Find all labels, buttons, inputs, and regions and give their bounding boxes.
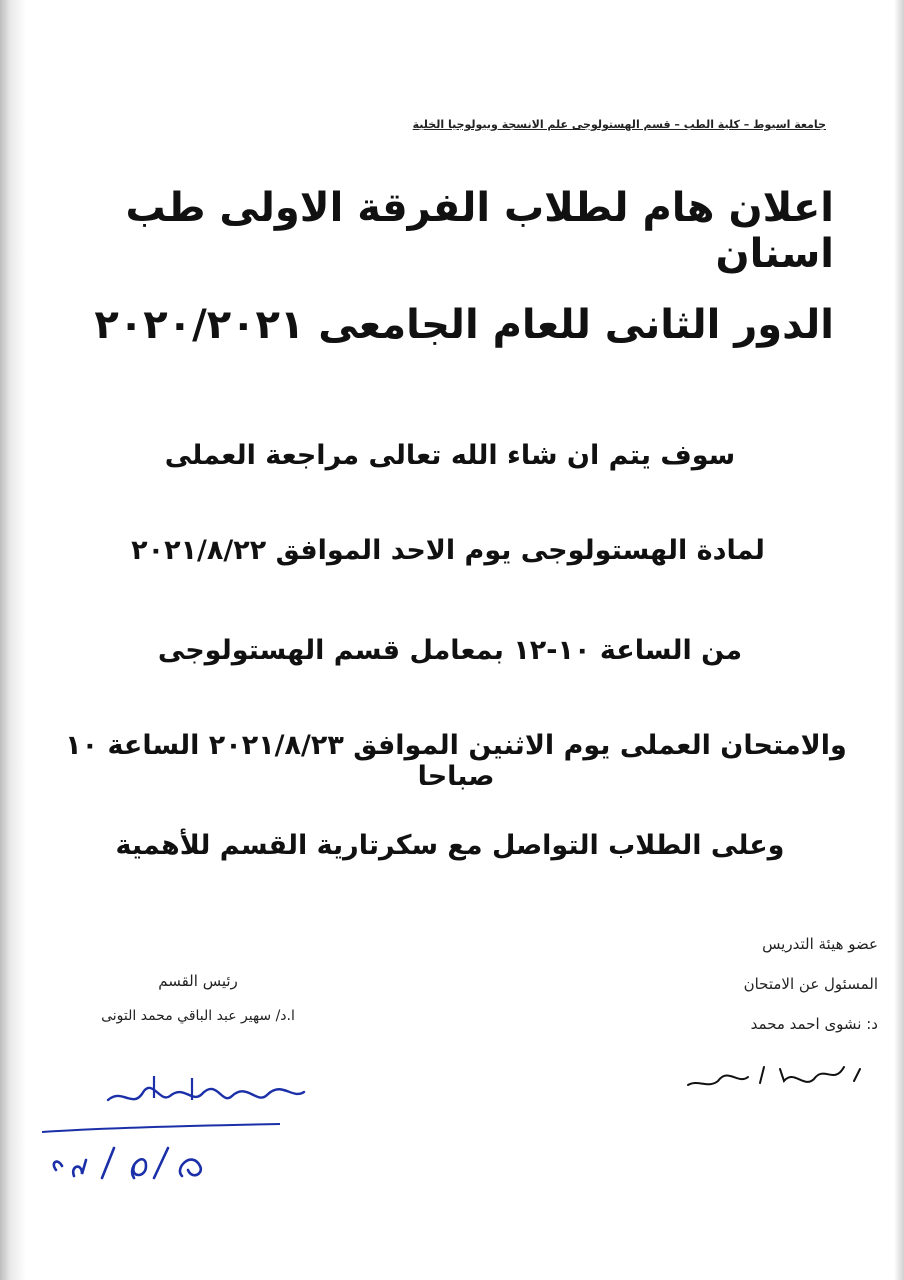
head-name: ا.د/ سهير عبد الباقي محمد التونى	[101, 1008, 295, 1024]
body-line-time-place: من الساعة ١٠-١٢ بمعامل قسم الهستولوجى	[157, 635, 743, 666]
body-line-review: سوف يتم ان شاء الله تعالى مراجعة العملى	[164, 440, 736, 471]
faculty-handwritten-signature	[684, 1055, 864, 1095]
head-role: رئيس القسم	[158, 972, 238, 990]
exam-responsible-role: المسئول عن الامتحان	[743, 975, 878, 993]
affiliation-header: جامعة اسيوط – كلية الطب – قسم الهستولوجى علم الانسجة وبيولوجيا الخلية	[412, 118, 826, 131]
body-line-exam: والامتحان العملى يوم الاثنين الموافق ٢٠٢١/٨/٢٣ الساعة ١٠ صباحا	[65, 730, 847, 792]
faculty-name: د: نشوى احمد محمد	[750, 1015, 878, 1033]
department-head-signatory	[58, 972, 338, 1024]
faculty-role: عضو هيئة التدريس	[762, 935, 878, 953]
announcement-subtitle: الدور الثانى للعام الجامعى ٢٠٢٠/٢٠٢١	[94, 302, 834, 348]
body-line-date: لمادة الهستولوجى يوم الاحد الموافق ٢٠٢١/٨/٢٢	[131, 535, 765, 566]
page-edge-shadow-right	[894, 0, 904, 1280]
body-line-contact: وعلى الطلاب التواصل مع سكرتارية القسم للأهمية	[115, 830, 785, 861]
department-head-handwritten-signature	[42, 1070, 312, 1190]
faculty-signatory	[598, 935, 878, 1055]
announcement-title: اعلان هام لطلاب الفرقة الاولى طب اسنان	[125, 185, 834, 277]
